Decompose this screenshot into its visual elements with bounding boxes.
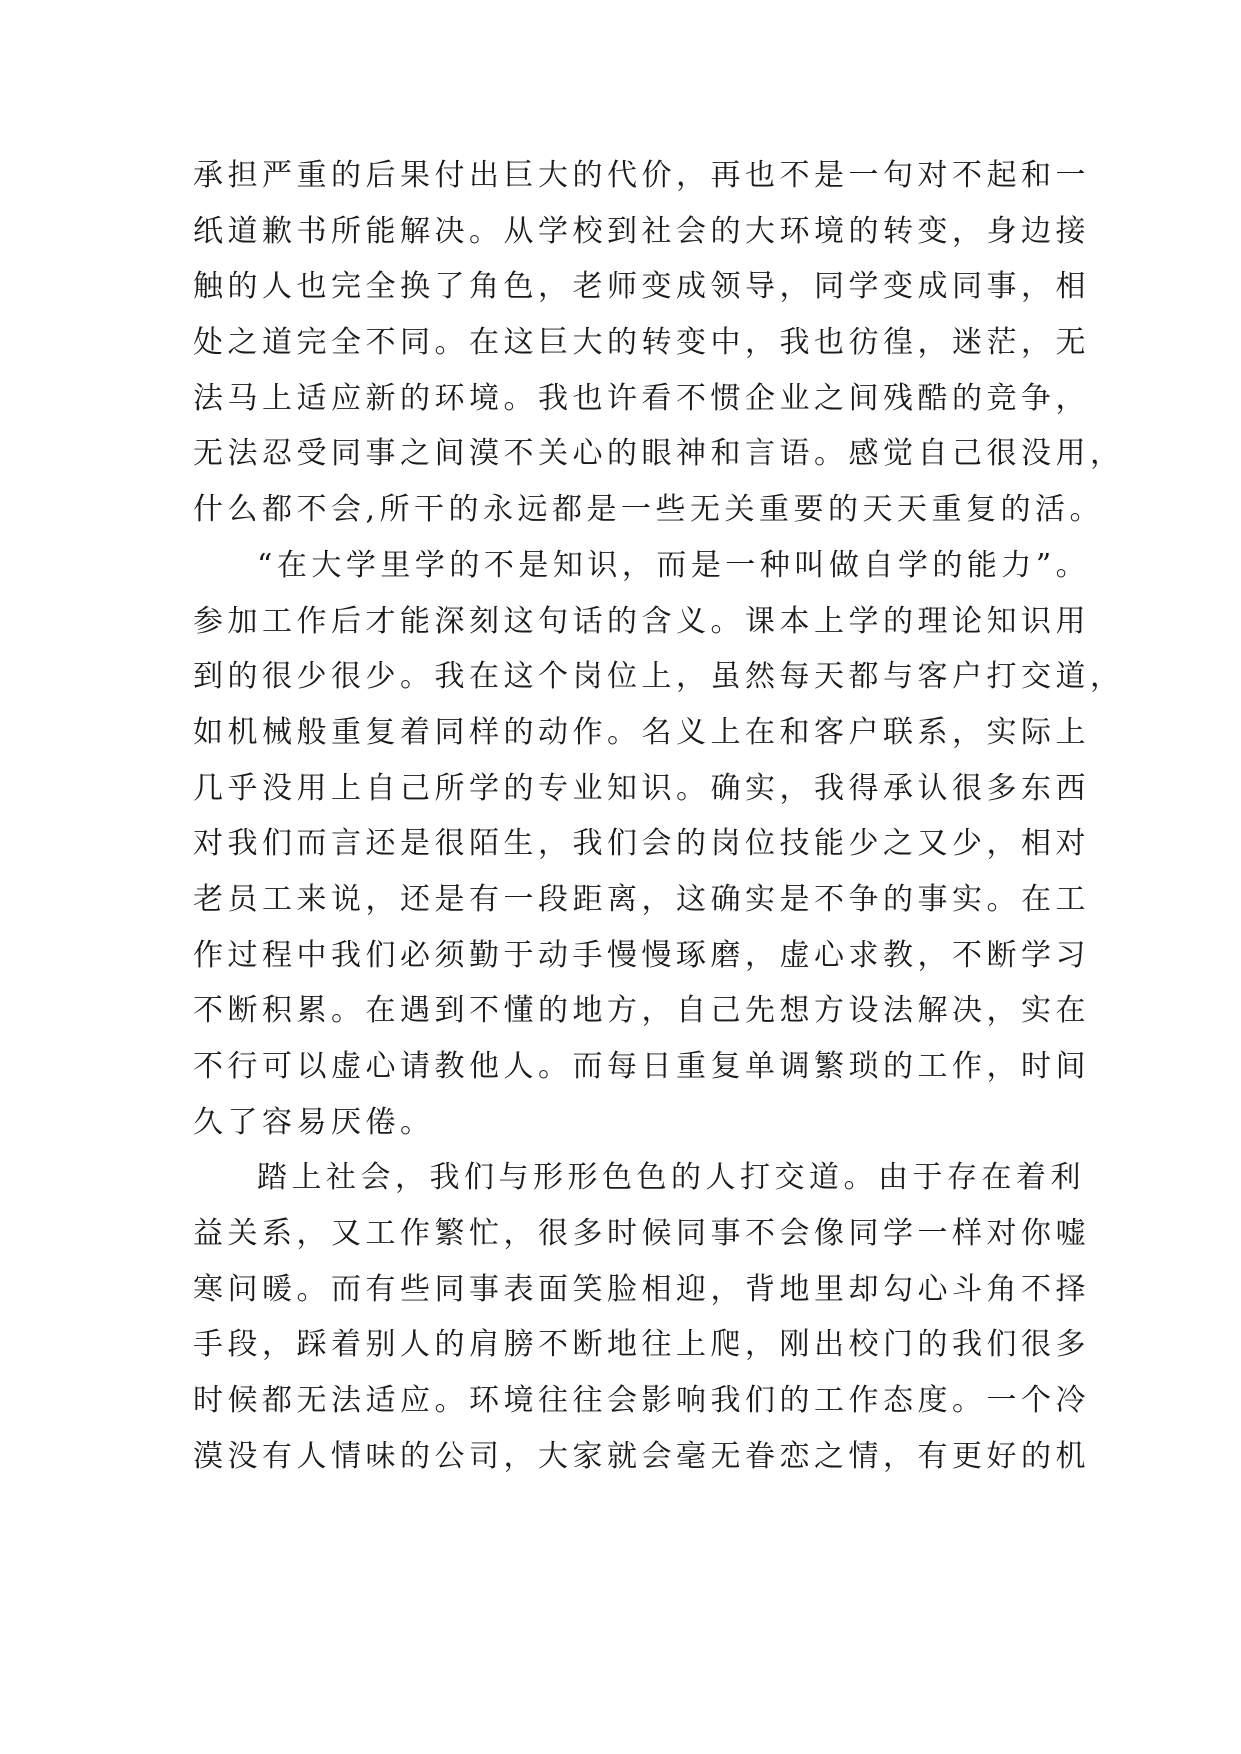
text-line: 什么都不会,所干的永远都是一些无关重要的天天重复的活。 xyxy=(193,492,1105,528)
text-line: 不行可以虚心请教他人。而每日重复单调繁琐的工作，时间 xyxy=(193,1049,1090,1084)
text-line: 法马上适应新的环境。我也许看不惯企业之间残酷的竞争， xyxy=(193,380,1090,416)
text-line: 作过程中我们必须勤于动手慢慢琢磨，虚心求教，不断学习 xyxy=(193,937,1090,973)
text-line: 几乎没用上自己所学的专业知识。确实，我得承认很多东西 xyxy=(193,770,1090,806)
text-line: 处之道完全不同。在这巨大的转变中，我也彷徨，迷茫，无 xyxy=(193,325,1090,361)
text-line: 纸道歉书所能解决。从学校到社会的大环境的转变，身边接 xyxy=(193,213,1090,249)
text-line: 益关系，又工作繁忙，很多时候同事不会像同学一样对你嘘 xyxy=(193,1216,1090,1252)
text-line: 寒问暖。而有些同事表面笑脸相迎，背地里却勾心斗角不择 xyxy=(193,1271,1090,1307)
text-line: 漠没有人情味的公司，大家就会毫无眷恋之情，有更好的机 xyxy=(193,1438,1090,1474)
text-line: 参加工作后才能深刻这句话的含义。课本上学的理论知识用 xyxy=(193,603,1090,639)
text-line: 如机械般重复着同样的动作。名义上在和客户联系，实际上 xyxy=(193,714,1090,750)
text-line: “在大学里学的不是知识，而是一种叫做自学的能力”。 xyxy=(257,547,1091,583)
text-line: 老员工来说，还是有一段距离，这确实是不争的事实。在工 xyxy=(193,881,1090,917)
text-line: 时候都无法适应。环境往往会影响我们的工作态度。一个冷 xyxy=(193,1383,1090,1419)
text-line: 手段，踩着别人的肩膀不断地往上爬，刚出校门的我们很多 xyxy=(193,1327,1090,1363)
text-line: 踏上社会，我们与形形色色的人打交道。由于存在着利 xyxy=(257,1160,1085,1196)
text-line: 不断积累。在遇到不懂的地方，自己先想方设法解决，实在 xyxy=(193,993,1090,1029)
text-line: 对我们而言还是很陌生，我们会的岗位技能少之又少，相对 xyxy=(193,826,1090,862)
text-line: 承担严重的后果付出巨大的代价，再也不是一句对不起和一 xyxy=(193,158,1090,193)
body-text xyxy=(193,148,1125,1485)
text-line: 无法忍受同事之间漠不关心的眼神和言语。感觉自己很没用， xyxy=(193,436,1125,472)
text-line: 久了容易厌倦。 xyxy=(193,1104,435,1140)
text-line: 到的很少很少。我在这个岗位上，虽然每天都与客户打交道， xyxy=(193,659,1125,695)
text-line: 触的人也完全换了角色，老师变成领导，同学变成同事，相 xyxy=(193,269,1090,305)
